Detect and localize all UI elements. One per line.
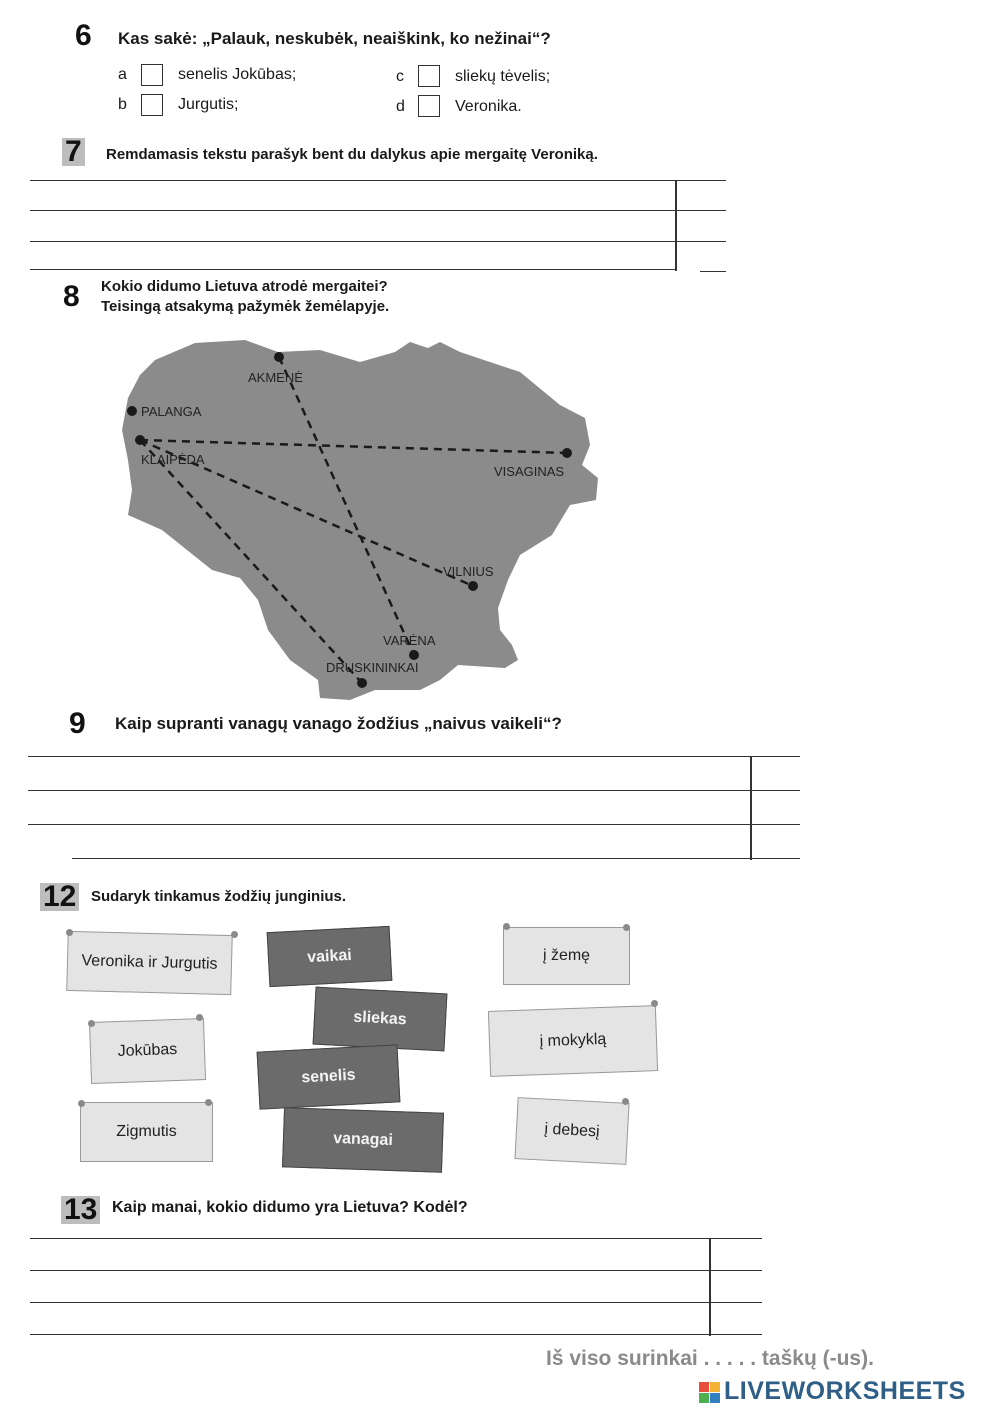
question-12-text: Sudaryk tinkamus žodžių junginius. xyxy=(91,888,347,905)
map-shape xyxy=(122,340,598,700)
pin-decoration xyxy=(66,929,73,936)
option-b-letter: b xyxy=(118,96,127,113)
word-card-i-zeme[interactable]: į žemę xyxy=(503,927,630,985)
question-13-number: 13 xyxy=(61,1196,100,1224)
question-12-number: 12 xyxy=(40,883,79,911)
city-label-klaipeda: KLAIPĖDA xyxy=(141,452,205,467)
word-card-jokubas[interactable]: Jokūbas xyxy=(89,1018,206,1084)
city-label-palanga: PALANGA xyxy=(141,404,202,419)
question-6-number: 6 xyxy=(75,19,92,52)
city-label-varena: VARĖNA xyxy=(383,633,436,648)
city-dot-akmene xyxy=(274,352,284,362)
answer-line[interactable] xyxy=(30,1238,762,1239)
question-6-text: Kas sakė: „Palauk, neskubėk, neaiškink, ko nežinai“? xyxy=(118,29,551,48)
option-b-text: Jurgutis; xyxy=(178,96,239,113)
answer-line[interactable] xyxy=(30,1270,762,1271)
word-card-vanagai[interactable]: vanagai xyxy=(282,1107,444,1173)
option-c-letter: c xyxy=(396,68,404,85)
word-card-i-mokykla[interactable]: į mokyklą xyxy=(488,1005,658,1077)
question-8-text-line1: Kokio didumo Lietuva atrodė mergaitei? xyxy=(101,278,388,295)
liveworksheets-logo-icon xyxy=(699,1382,721,1404)
city-dot-palanga xyxy=(127,406,137,416)
question-9-text: Kaip supranti vanagų vanago žodžius „naivus vaikeli“? xyxy=(115,714,562,733)
pin-decoration xyxy=(196,1014,203,1021)
city-dot-vilnius xyxy=(468,581,478,591)
question-8-number: 8 xyxy=(63,280,80,313)
pin-decoration xyxy=(205,1099,212,1106)
option-a-text: senelis Jokūbas; xyxy=(178,66,297,83)
city-dot-visaginas xyxy=(562,448,572,458)
score-divider xyxy=(750,756,752,860)
answer-line[interactable] xyxy=(28,824,800,825)
word-card-vaikai[interactable]: vaikai xyxy=(267,926,393,987)
question-7-number: 7 xyxy=(62,138,85,166)
option-c-text: sliekų tėvelis; xyxy=(455,68,551,85)
pin-decoration xyxy=(231,931,238,938)
score-divider xyxy=(709,1238,711,1336)
answer-line[interactable] xyxy=(30,1334,762,1335)
answer-line[interactable] xyxy=(72,858,800,859)
word-card-sliekas[interactable]: sliekas xyxy=(313,987,448,1052)
pin-decoration xyxy=(622,1098,629,1105)
city-dot-klaipeda xyxy=(135,435,145,445)
option-a-letter: a xyxy=(118,66,127,83)
total-score-text: Iš viso surinkai . . . . . taškų (-us). xyxy=(546,1347,874,1370)
question-13-text: Kaip manai, kokio didumo yra Lietuva? Kodėl? xyxy=(112,1199,468,1216)
city-label-akmene: AKMENĖ xyxy=(248,370,303,385)
answer-line[interactable] xyxy=(30,1302,762,1303)
pin-decoration xyxy=(651,1000,658,1007)
answer-line[interactable] xyxy=(28,790,800,791)
pin-decoration xyxy=(623,924,630,931)
word-card-veronika-ir-jurgutis[interactable]: Veronika ir Jurgutis xyxy=(66,931,233,995)
city-dot-varena xyxy=(409,650,419,660)
option-d-text: Veronika. xyxy=(455,98,522,115)
city-label-druskininkai: DRUSKININKAI xyxy=(326,660,419,675)
pin-decoration xyxy=(78,1100,85,1107)
city-label-vilnius: VILNIUS xyxy=(443,564,494,579)
option-d-letter: d xyxy=(396,98,405,115)
word-card-senelis[interactable]: senelis xyxy=(257,1044,401,1109)
pin-decoration xyxy=(503,923,510,930)
liveworksheets-brand: LIVEWORKSHEETS xyxy=(724,1377,966,1405)
question-9-number: 9 xyxy=(69,707,86,740)
answer-line[interactable] xyxy=(28,756,800,757)
word-card-zigmutis[interactable]: Zigmutis xyxy=(80,1102,213,1162)
question-8-text-line2: Teisingą atsakymą pažymėk žemėlapyje. xyxy=(101,298,390,315)
city-dot-druskininkai xyxy=(357,678,367,688)
question-7-text: Remdamasis tekstu parašyk bent du dalykus apie mergaitę Veroniką. xyxy=(106,146,598,163)
pin-decoration xyxy=(88,1020,95,1027)
city-label-visaginas: VISAGINAS xyxy=(494,464,565,479)
word-card-i-debesi[interactable]: į debesį xyxy=(514,1097,629,1165)
